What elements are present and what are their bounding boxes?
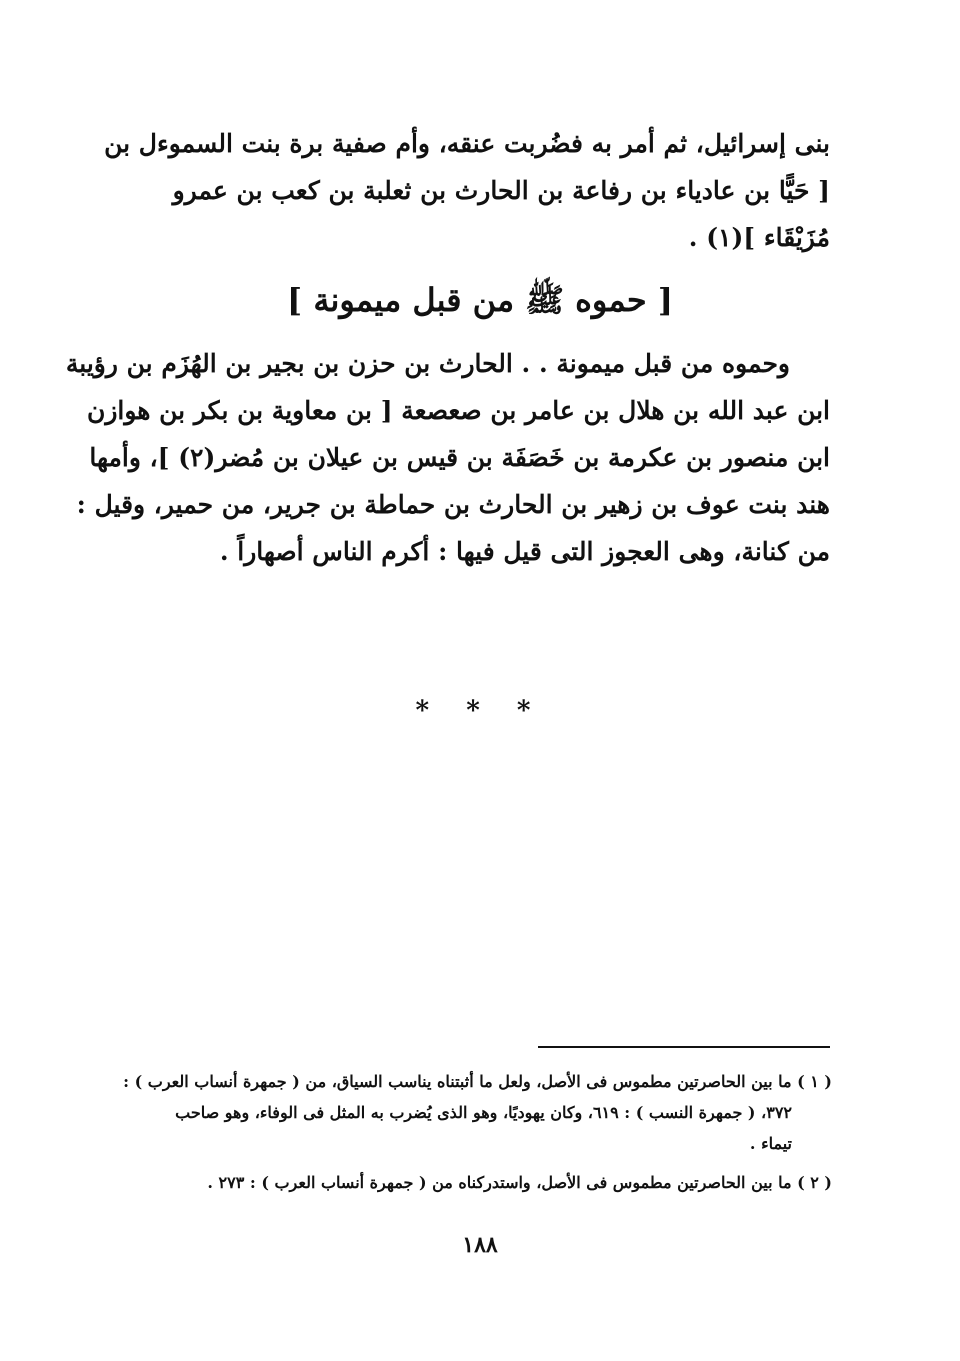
text-line: [ حَيًّا بن عادياء بن رفاعة بن الحارث بن ثعلبة بن كعب بن عمرو bbox=[172, 176, 830, 205]
footnote-2 bbox=[120, 1167, 832, 1198]
footnote-1 bbox=[120, 1066, 832, 1159]
text-line: ابن عبد الله بن هلال بن عامر بن صعصعة [ بن معاوية بن بكر بن هوازن bbox=[86, 396, 830, 425]
footnote-line: ( ٢ ) ما بين الحاصرتين مطموس فى الأصل، واستدركناه من ( جمهرة أنساب العرب ) : ٢٧٣ . bbox=[207, 1173, 832, 1192]
page-number: ١٨٨ bbox=[462, 1232, 498, 1258]
text-line: مُزَيْقَاء ](١) . bbox=[688, 223, 830, 252]
section-separator: * * * bbox=[415, 696, 545, 726]
text-line: بنى إسرائيل، ثم أمر به فضُربت عنقه، وأم صفية برة بنت السموءل بن bbox=[104, 129, 830, 158]
body-paragraph-2 bbox=[65, 340, 830, 575]
text-line: ابن منصور بن عكرمة بن خَصَفَة بن قيس بن عيلان بن مُضر(٢) ]، وأمها bbox=[89, 443, 830, 472]
footnote-line: ( ١ ) ما بين الحاصرتين مطموس فى الأصل، ولعل ما أثبتناه يناسب السياق، من ( جمهرة أنساب العرب ) : bbox=[123, 1072, 832, 1091]
footnote-line: تيماء . bbox=[749, 1134, 792, 1153]
footnotes bbox=[120, 1066, 832, 1206]
text-line: وحموه من قبل ميمونة . . الحارث بن حزن بن بجير بن الهُزَم بن رؤيبة bbox=[65, 349, 790, 378]
footnote-divider bbox=[538, 1046, 830, 1048]
section-heading: [ حموه ﷺ من قبل ميمونة ] bbox=[287, 281, 673, 319]
text-line: من كنانة، وهى العجوز التى قيل فيها : أكرم الناس أصهاراً . bbox=[219, 537, 830, 566]
body-paragraph-1 bbox=[104, 120, 830, 261]
footnote-line: ٣٧٢، ( جمهرة النسب ) : ٦١٩، وكان يهوديًا، وهو الذى يُضرب به المثل فى الوفاء، وهو صاحب bbox=[175, 1103, 792, 1122]
text-line: هند بنت عوف بن زهير بن الحارث بن حماطة بن جرير، من حمير، وقيل : bbox=[76, 490, 830, 519]
